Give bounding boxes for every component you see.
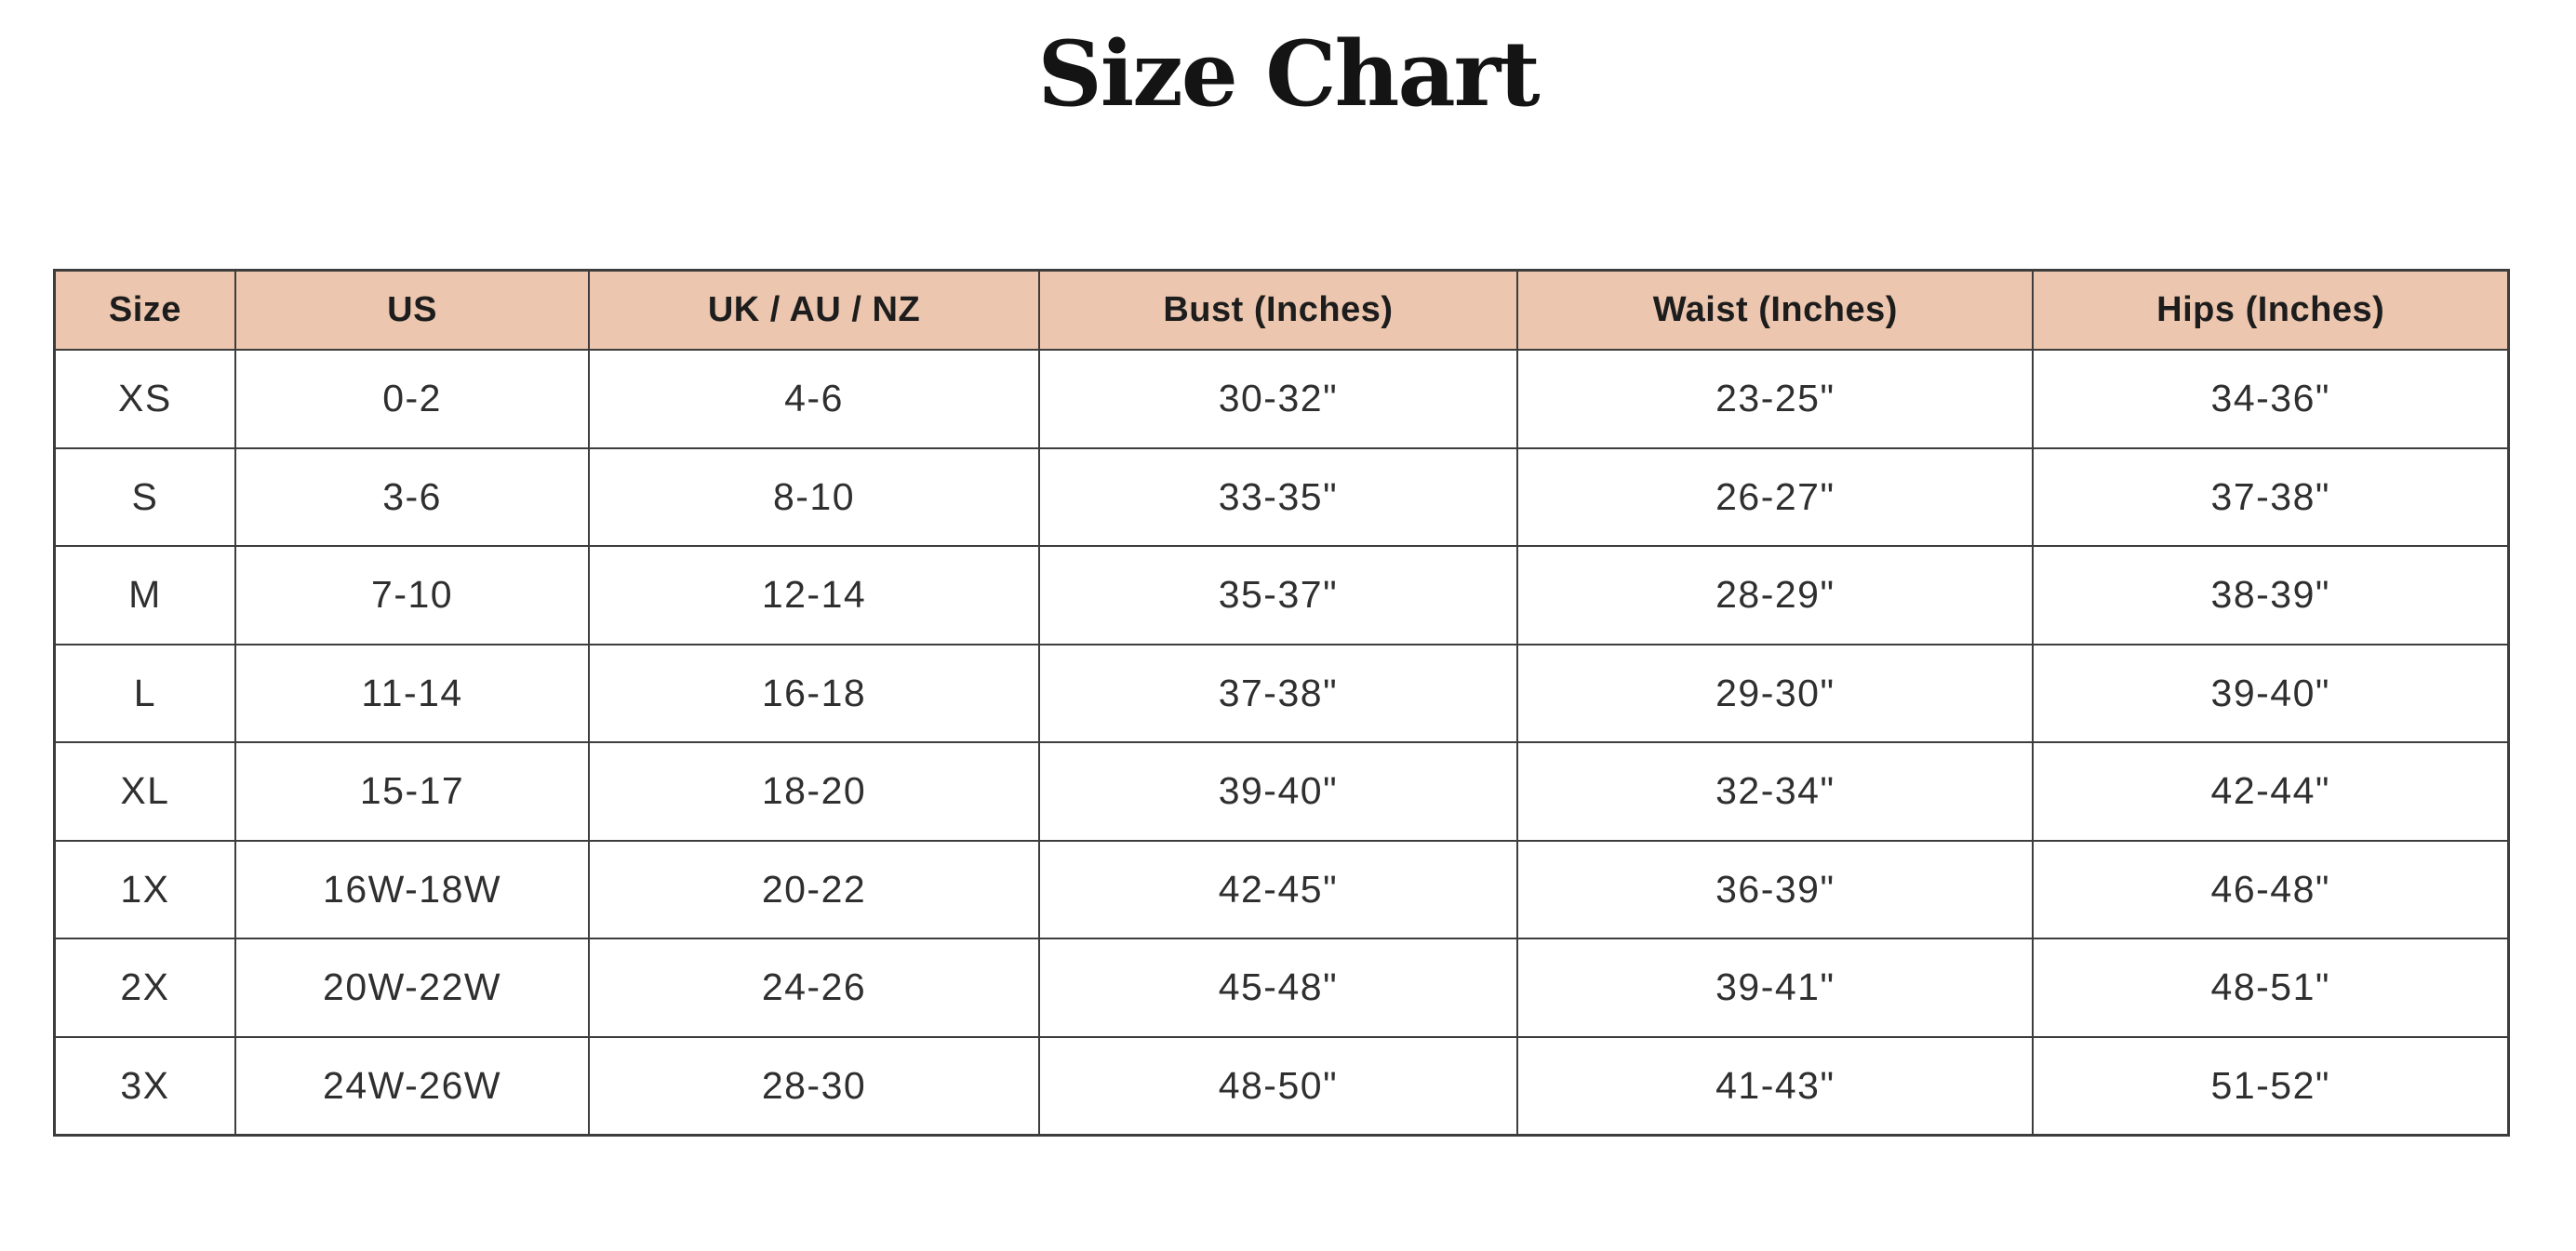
table-row-m — [55, 546, 2508, 645]
5-waist-cell: 36-39" — [1517, 841, 2033, 939]
table-row-xs — [55, 350, 2508, 448]
2-uk-au-nz-cell: 12-14 — [589, 546, 1038, 645]
table-body — [55, 350, 2508, 1135]
6-hips-cell: 48-51" — [2033, 938, 2508, 1037]
2-size-cell: M — [55, 546, 235, 645]
5-hips-cell: 46-48" — [2033, 841, 2508, 939]
table-row-l — [55, 645, 2508, 743]
2-bust-cell: 35-37" — [1039, 546, 1517, 645]
1-us-cell: 3-6 — [235, 448, 590, 547]
page-title: Size Chart — [1037, 21, 1539, 126]
column-header-2: UK / AU / NZ — [589, 271, 1038, 350]
4-size-cell: XL — [55, 742, 235, 841]
6-bust-cell: 45-48" — [1039, 938, 1517, 1037]
6-size-cell: 2X — [55, 938, 235, 1037]
3-hips-cell: 39-40" — [2033, 645, 2508, 743]
table-row-xl — [55, 742, 2508, 841]
table-row-2x — [55, 938, 2508, 1037]
table-row-1x — [55, 841, 2508, 939]
0-bust-cell: 30-32" — [1039, 350, 1517, 448]
column-header-0: Size — [55, 271, 235, 350]
2-hips-cell: 38-39" — [2033, 546, 2508, 645]
table-row-3x — [55, 1037, 2508, 1136]
column-header-5: Hips (Inches) — [2033, 271, 2508, 350]
1-hips-cell: 37-38" — [2033, 448, 2508, 547]
4-bust-cell: 39-40" — [1039, 742, 1517, 841]
6-us-cell: 20W-22W — [235, 938, 590, 1037]
6-uk-au-nz-cell: 24-26 — [589, 938, 1038, 1037]
7-uk-au-nz-cell: 28-30 — [589, 1037, 1038, 1136]
1-uk-au-nz-cell: 8-10 — [589, 448, 1038, 547]
1-waist-cell: 26-27" — [1517, 448, 2033, 547]
2-us-cell: 7-10 — [235, 546, 590, 645]
column-header-4: Waist (Inches) — [1517, 271, 2033, 350]
7-hips-cell: 51-52" — [2033, 1037, 2508, 1136]
4-us-cell: 15-17 — [235, 742, 590, 841]
table-row-s — [55, 448, 2508, 547]
column-header-3: Bust (Inches) — [1039, 271, 1517, 350]
0-waist-cell: 23-25" — [1517, 350, 2033, 448]
3-size-cell: L — [55, 645, 235, 743]
4-hips-cell: 42-44" — [2033, 742, 2508, 841]
5-size-cell: 1X — [55, 841, 235, 939]
7-us-cell: 24W-26W — [235, 1037, 590, 1136]
1-size-cell: S — [55, 448, 235, 547]
column-header-1: US — [235, 271, 590, 350]
size-chart-table — [53, 269, 2510, 1137]
header-row — [55, 271, 2508, 350]
7-bust-cell: 48-50" — [1039, 1037, 1517, 1136]
0-us-cell: 0-2 — [235, 350, 590, 448]
1-bust-cell: 33-35" — [1039, 448, 1517, 547]
0-hips-cell: 34-36" — [2033, 350, 2508, 448]
table-header — [55, 271, 2508, 350]
7-waist-cell: 41-43" — [1517, 1037, 2033, 1136]
5-bust-cell: 42-45" — [1039, 841, 1517, 939]
7-size-cell: 3X — [55, 1037, 235, 1136]
5-us-cell: 16W-18W — [235, 841, 590, 939]
0-uk-au-nz-cell: 4-6 — [589, 350, 1038, 448]
3-uk-au-nz-cell: 16-18 — [589, 645, 1038, 743]
2-waist-cell: 28-29" — [1517, 546, 2033, 645]
5-uk-au-nz-cell: 20-22 — [589, 841, 1038, 939]
4-waist-cell: 32-34" — [1517, 742, 2033, 841]
0-size-cell: XS — [55, 350, 235, 448]
4-uk-au-nz-cell: 18-20 — [589, 742, 1038, 841]
6-waist-cell: 39-41" — [1517, 938, 2033, 1037]
3-bust-cell: 37-38" — [1039, 645, 1517, 743]
3-waist-cell: 29-30" — [1517, 645, 2033, 743]
3-us-cell: 11-14 — [235, 645, 590, 743]
